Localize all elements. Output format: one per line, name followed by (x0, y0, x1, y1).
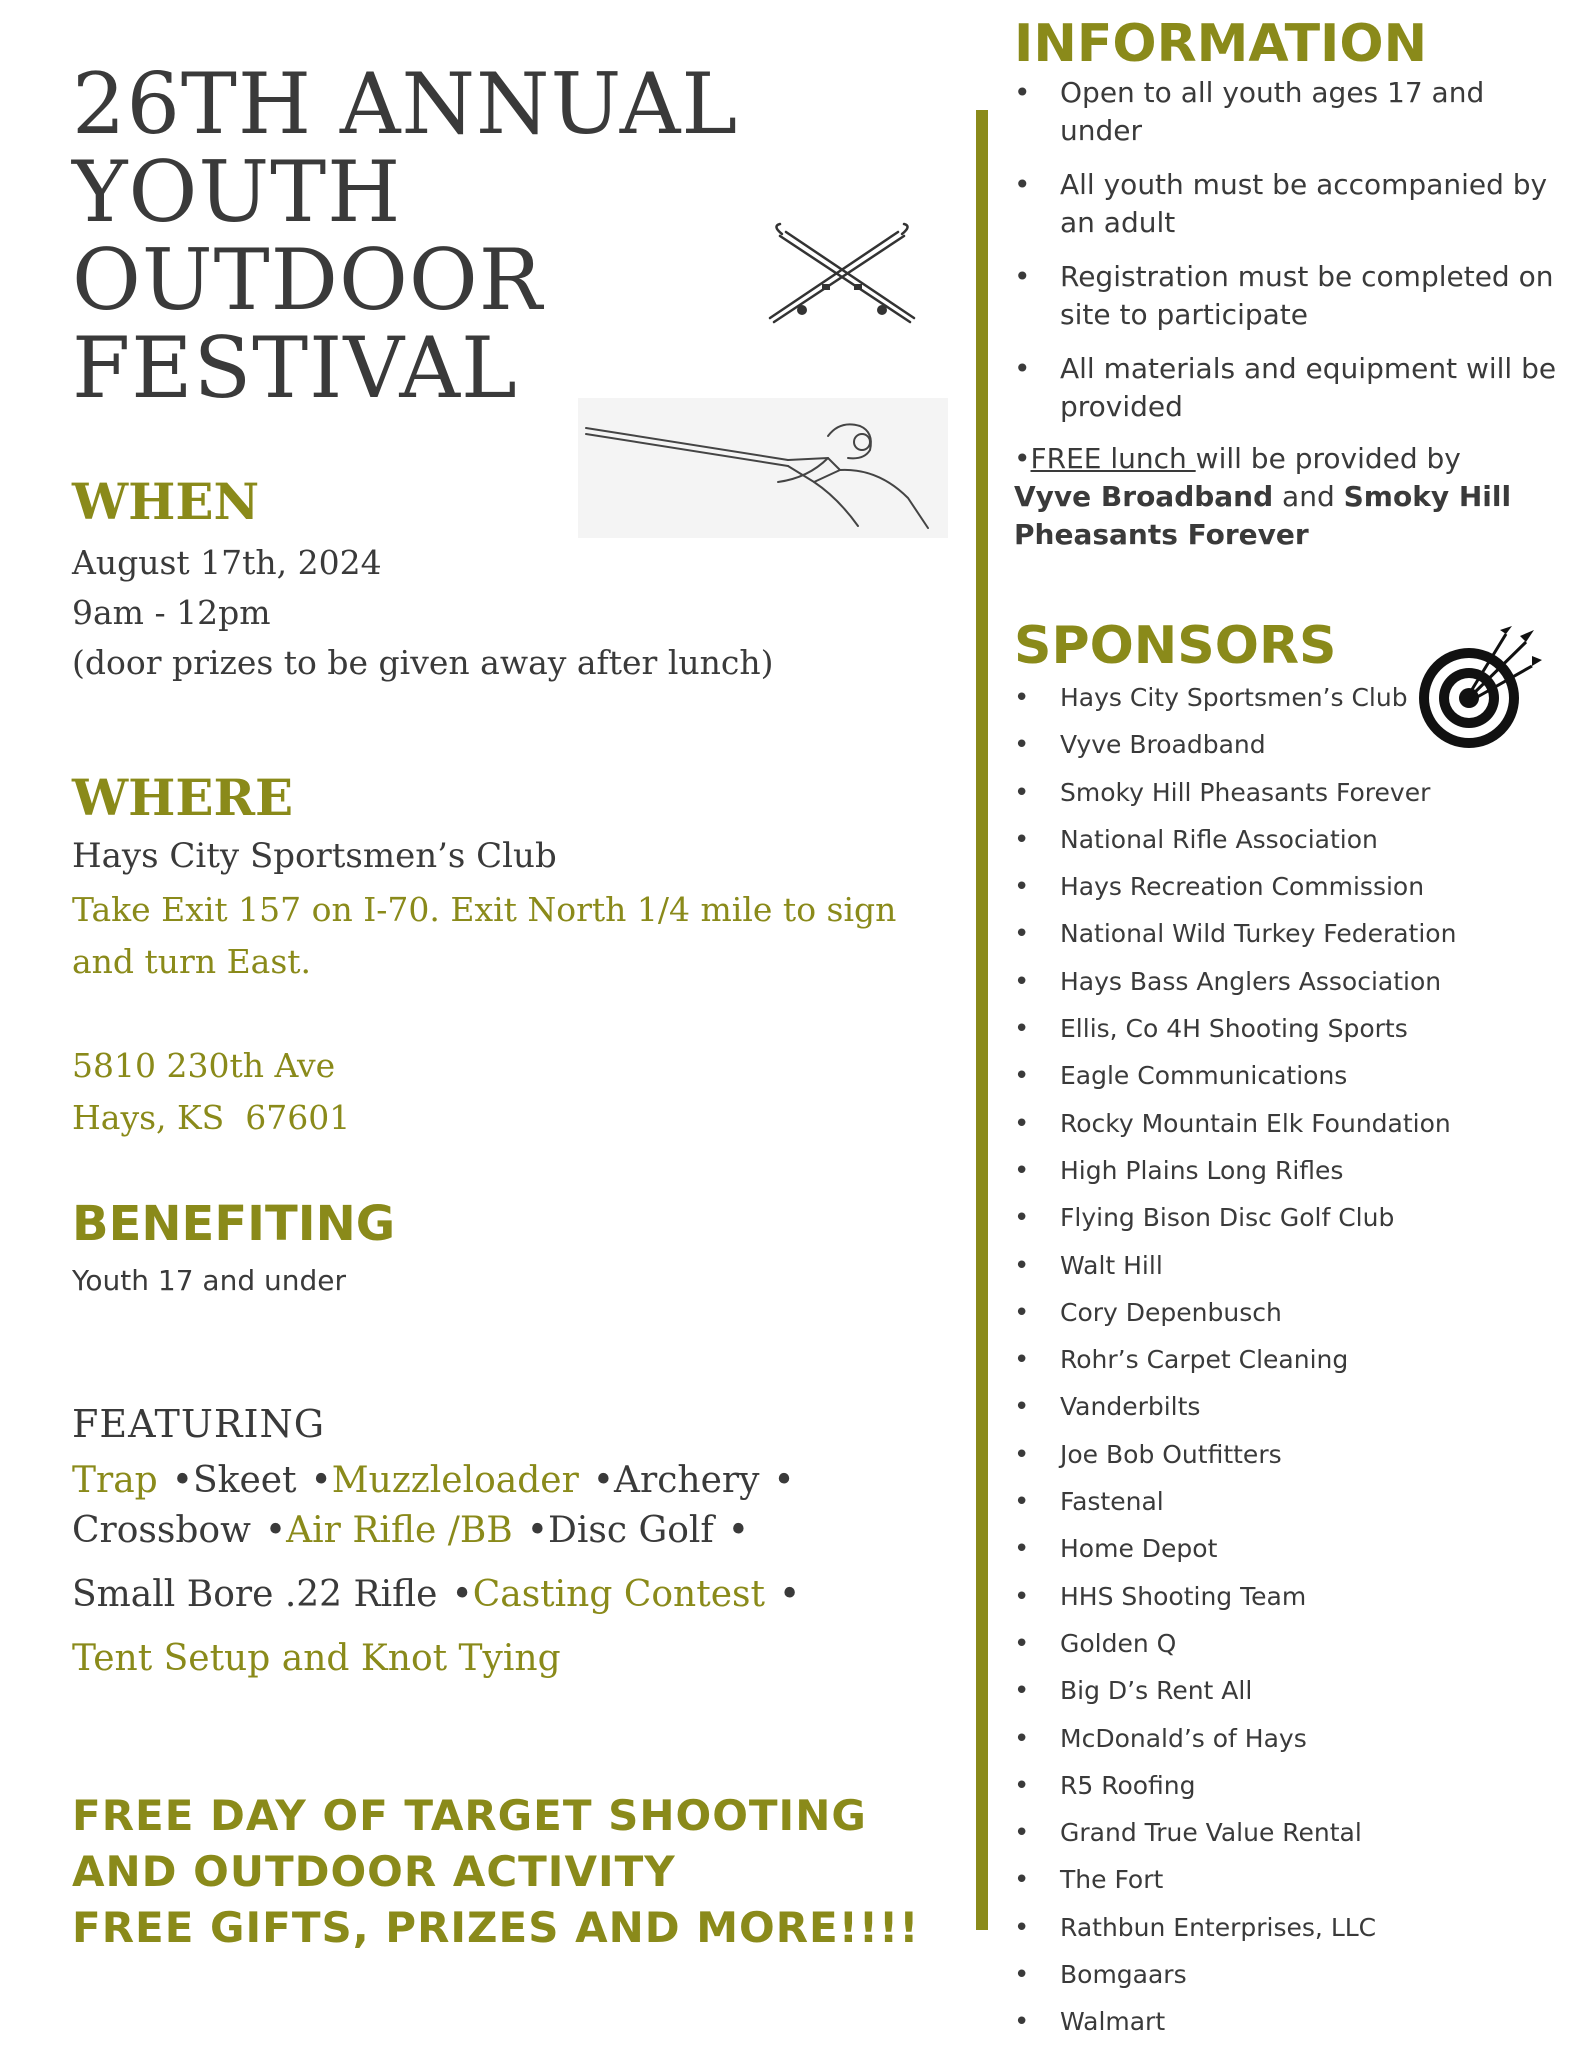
lunch-bullet: • (1014, 442, 1031, 475)
lunch-note (1014, 440, 1574, 554)
featuring-heading: FEATURING (72, 1402, 326, 1446)
when-details (72, 538, 774, 688)
list-item: • Big D’s Rent All (1014, 1673, 1554, 1720)
list-item: • Rathbun Enterprises, LLC (1014, 1910, 1554, 1957)
title-line: FESTIVAL (72, 319, 518, 417)
list-item: • National Wild Turkey Federation (1014, 916, 1554, 963)
activity-small-bore: Small Bore .22 Rifle (72, 1574, 438, 1615)
separator: • (264, 1510, 287, 1551)
activity-casting: Casting Contest (472, 1574, 765, 1615)
separator: • (310, 1460, 332, 1501)
separator: • (171, 1460, 193, 1501)
divider-bar (976, 110, 988, 1930)
list-item: • Hays City Sportsmen’s Club (1014, 680, 1554, 727)
list-item: • Eagle Communications (1014, 1058, 1554, 1105)
activity-tent: Tent Setup and Knot Tying (72, 1638, 561, 1679)
information-heading: INFORMATION (1014, 14, 1428, 74)
lunch-mid: will be provided by (1195, 442, 1461, 475)
list-item: • High Plains Long Rifles (1014, 1153, 1554, 1200)
address-line: 5810 230th Ave (72, 1046, 336, 1085)
information-list (1014, 74, 1574, 442)
separator: • (592, 1460, 615, 1501)
list-item: • Golden Q (1014, 1626, 1554, 1673)
separator: • (526, 1510, 548, 1551)
when-heading: WHEN (72, 472, 260, 531)
list-item: • Vyve Broadband (1014, 727, 1554, 774)
activity-skeet: Skeet (192, 1460, 297, 1501)
separator: • (778, 1574, 801, 1615)
list-item: • Walmart (1014, 2004, 1554, 2051)
address (72, 1040, 350, 1144)
shooter-illustration (578, 398, 948, 538)
activity-air-rifle: Air Rifle /BB (286, 1510, 513, 1551)
featuring-line (72, 1574, 800, 1615)
featuring-line (72, 1460, 795, 1501)
list-item: • Smoky Hill Pheasants Forever (1014, 775, 1554, 822)
lunch-underlined: FREE lunch (1030, 442, 1196, 475)
list-item: • Rohr’s Carpet Cleaning (1014, 1342, 1554, 1389)
title-line: OUTDOOR (72, 231, 544, 329)
separator: • (451, 1574, 473, 1615)
separator: • (727, 1510, 749, 1551)
promo-line: AND OUTDOOR ACTIVITY (72, 1847, 676, 1896)
event-date: August 17th, 2024 (72, 543, 382, 582)
event-note: (door prizes to be given away after lunch) (72, 643, 774, 682)
list-item: • Rocky Mountain Elk Foundation (1014, 1106, 1554, 1153)
list-item: • Cory Depenbusch (1014, 1295, 1554, 1342)
featuring-line (72, 1510, 749, 1551)
sponsors-heading: SPONSORS (1014, 616, 1337, 676)
event-time: 9am - 12pm (72, 593, 271, 632)
list-item: • Ellis, Co 4H Shooting Sports (1014, 1011, 1554, 1058)
list-item: • Grand True Value Rental (1014, 1815, 1554, 1862)
lunch-and: and (1273, 480, 1344, 513)
address-line: Hays, KS 67601 (72, 1098, 351, 1137)
activity-crossbow: Crossbow (72, 1510, 251, 1551)
activity-disc-golf: Disc Golf (547, 1510, 714, 1551)
benefiting-heading: BENEFITING (72, 1196, 396, 1252)
lunch-sponsor: Vyve Broadband (1014, 480, 1274, 513)
benefiting-text: Youth 17 and under (72, 1264, 346, 1297)
featuring-line (72, 1638, 561, 1679)
list-item: • All materials and equipment will be provided (1014, 350, 1574, 426)
crossed-fishing-rods-icon (762, 222, 922, 332)
list-item: • Fastenal (1014, 1484, 1554, 1531)
list-item: • All youth must be accompanied by an adult (1014, 166, 1574, 242)
list-item: • Open to all youth ages 17 and under (1014, 74, 1574, 150)
event-title (72, 55, 739, 417)
title-line: YOUTH (72, 143, 402, 241)
list-item: • McDonald’s of Hays (1014, 1721, 1554, 1768)
promo-line: FREE DAY OF TARGET SHOOTING (72, 1791, 867, 1840)
activity-trap: Trap (72, 1460, 158, 1501)
list-item: • The Fort (1014, 1862, 1554, 1909)
list-item: • National Rifle Association (1014, 822, 1554, 869)
list-item: • Home Depot (1014, 1531, 1554, 1578)
list-item: • Bomgaars (1014, 1957, 1554, 2004)
promo-line: FREE GIFTS, PRIZES AND MORE!!!! (72, 1903, 920, 1952)
list-item: • Registration must be completed on site to participate (1014, 258, 1574, 334)
title-line: 26TH ANNUAL (72, 55, 739, 153)
list-item: • Flying Bison Disc Golf Club (1014, 1200, 1554, 1247)
list-item: • Walt Hill (1014, 1248, 1554, 1295)
sponsors-list (1014, 680, 1554, 2052)
directions: Take Exit 157 on I-70. Exit North 1/4 mile to sign and turn East. (72, 890, 897, 981)
list-item: • Vanderbilts (1014, 1389, 1554, 1436)
lunch-sponsor: Smoky Hill Pheasants Forever (1014, 480, 1512, 551)
where-heading: WHERE (72, 768, 294, 827)
venue-name: Hays City Sportsmen’s Club (72, 836, 557, 876)
list-item: • HHS Shooting Team (1014, 1579, 1554, 1626)
activity-archery: Archery (614, 1460, 760, 1501)
list-item: • Hays Bass Anglers Association (1014, 964, 1554, 1011)
list-item: • R5 Roofing (1014, 1768, 1554, 1815)
promo-text (72, 1788, 919, 1956)
list-item: • Joe Bob Outfitters (1014, 1437, 1554, 1484)
activity-muzzleloader: Muzzleloader (331, 1460, 579, 1501)
list-item: • Hays Recreation Commission (1014, 869, 1554, 916)
separator: • (773, 1460, 795, 1501)
